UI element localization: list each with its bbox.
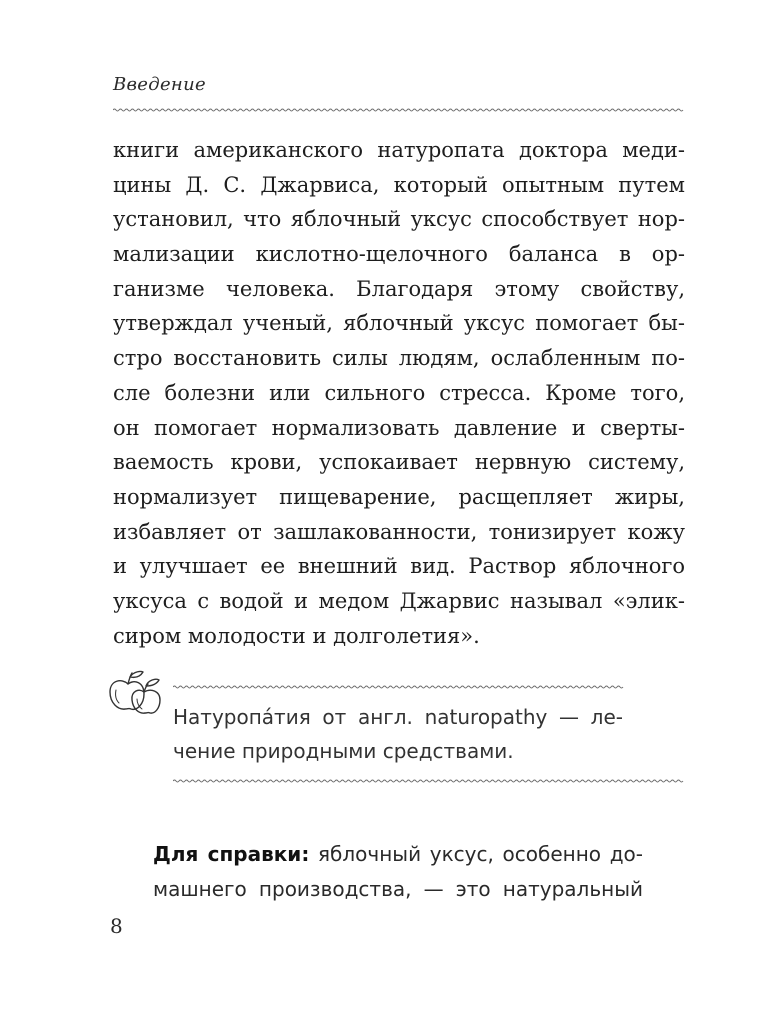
note-top-wavy-divider (173, 683, 625, 691)
text-line: стро восстановить силы людям, ослабленным по- (113, 346, 685, 371)
header-wavy-divider (113, 106, 685, 114)
text-line: ганизме человека. Благодаря этому свойству, (113, 276, 685, 301)
running-head-title: Введение (113, 74, 206, 95)
reference-line: машнего производства, — это натуральный (153, 877, 643, 901)
text-line: он помогает нормализовать давление и сверты- (113, 415, 685, 440)
text-line: ваемость крови, успокаивает нервную систему, (113, 450, 685, 475)
text-line: сле болезни или сильного стресса. Кроме того, (113, 380, 685, 405)
reference-text: яблочный уксус, особенно до- (309, 842, 644, 866)
definition-note (173, 700, 623, 768)
text-line: сиром молодости и долголетия». (113, 623, 480, 648)
text-line: и улучшает ее внешний вид. Раствор яблочного (113, 554, 685, 579)
text-line: мализации кислотно-щелочного баланса в ор- (113, 242, 685, 267)
page-number: 8 (110, 914, 123, 938)
main-paragraph (113, 133, 685, 653)
text-line: избавляет от зашлакованности, тонизирует кожу (113, 519, 685, 544)
text-line: уксуса с водой и медом Джарвис называл «элик- (113, 588, 685, 613)
text-line: установил, что яблочный уксус способствует нор- (113, 207, 685, 232)
reference-line (153, 837, 643, 872)
apples-icon (104, 664, 164, 716)
note-line: чение природными средствами. (173, 739, 514, 763)
text-line: цины Д. С. Джарвиса, который опытным путем (113, 172, 685, 197)
reference-label: Для справки: (153, 842, 310, 866)
text-line: утверждал ученый, яблочный уксус помогает бы- (113, 311, 685, 336)
note-bottom-wavy-divider (173, 777, 685, 785)
text-line: нормализует пищеварение, расщепляет жиры, (113, 484, 685, 509)
note-line: Натуропáтия от англ. naturopathy — ле- (173, 705, 623, 729)
reference-paragraph (153, 837, 643, 907)
text-line: книги американского натуропата доктора меди- (113, 138, 685, 162)
